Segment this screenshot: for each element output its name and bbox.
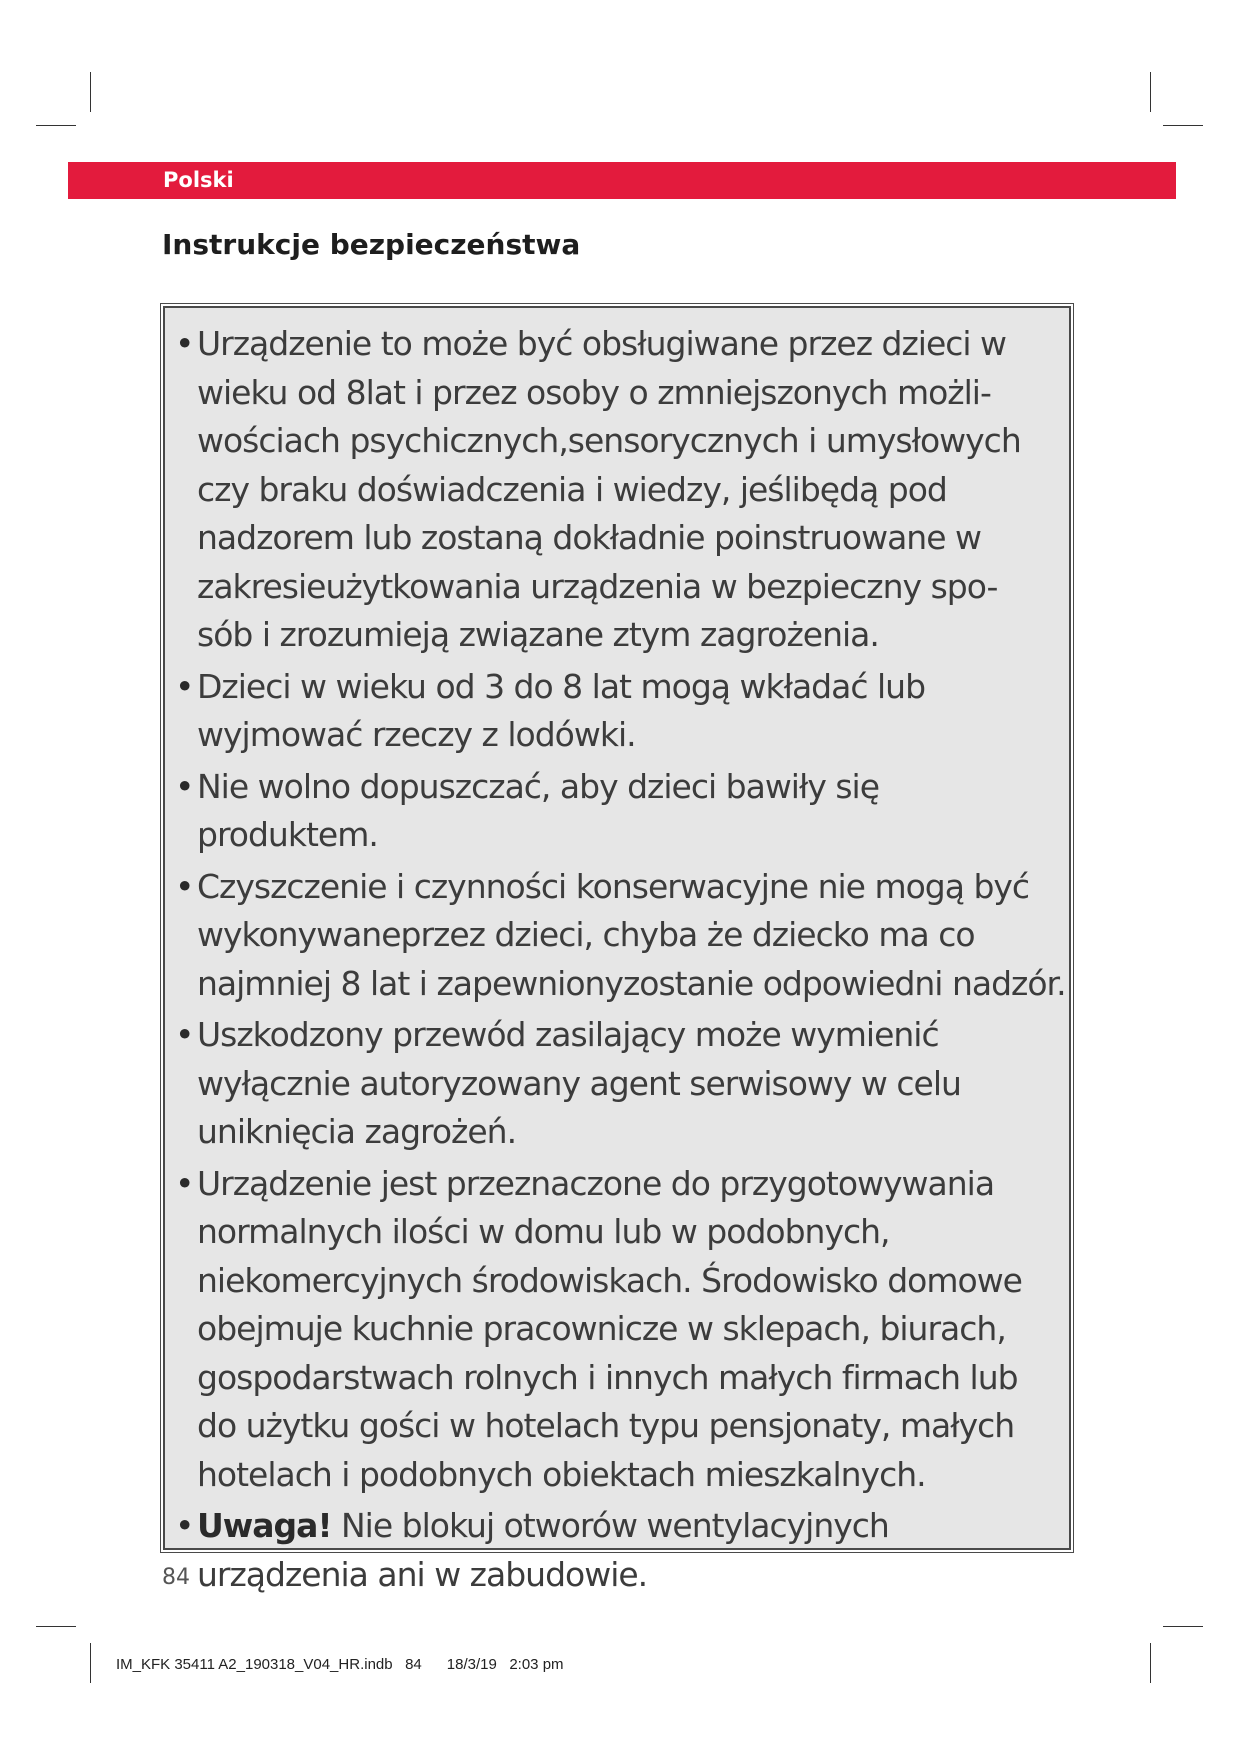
bullet-icon: • — [175, 1163, 194, 1203]
crop-mark-top-right-vertical — [1150, 72, 1151, 112]
bullet-icon: • — [175, 866, 194, 906]
safety-item-text — [197, 1502, 1069, 1599]
crop-mark-bottom-left-vertical — [90, 1643, 91, 1683]
warning-text: Nie blokuj otworów wentylacyjnych urządzenia ani w zabudowie. — [197, 1506, 889, 1594]
crop-mark-bottom-left-horizontal — [36, 1626, 76, 1627]
safety-item — [175, 1160, 1069, 1500]
crop-mark-bottom-right-horizontal — [1163, 1626, 1203, 1627]
bullet-icon: • — [175, 1506, 194, 1545]
section-title: Instrukcje bezpieczeństwa — [162, 228, 581, 261]
crop-mark-top-right-horizontal — [1163, 125, 1203, 126]
crop-mark-top-left-vertical — [90, 72, 91, 112]
print-slug: IM_KFK 35411 A2_190318_V04_HR.indb 84 18/3/19 2:03 pm — [116, 1656, 564, 1673]
language-band — [68, 162, 1176, 199]
bullet-icon: • — [175, 666, 194, 706]
bullet-icon: • — [175, 766, 194, 806]
safety-item — [175, 1011, 1069, 1157]
safety-item-text: Dzieci w wieku od 3 do 8 lat mogą wkładać lub wyjmować rzeczy z lodówki. — [197, 666, 926, 754]
crop-mark-top-left-horizontal — [36, 125, 76, 126]
safety-item — [175, 320, 1069, 660]
safety-list — [165, 308, 1069, 1599]
page-number: 84 — [162, 1565, 190, 1590]
crop-mark-bottom-right-vertical — [1150, 1643, 1151, 1683]
bullet-icon: • — [175, 324, 194, 363]
safety-item-text: Uszkodzony przewód zasilający może wymienić wyłącznie autoryzowany agent serwisowy w celu uniknięcia zagrożeń. — [197, 1015, 961, 1151]
safety-item — [175, 663, 1069, 760]
language-label: Polski — [163, 168, 234, 192]
warning-label: Uwaga! — [197, 1506, 332, 1545]
safety-item-text: Urządzenie jest przeznaczone do przygotowywania normalnych ilości w domu lub w podobnych, niekomercyjnych środowiskach. Środowisko domowe obejmuje kuchnie pracownicze w sklepach, biurach, gospodarstwach rolnych i innych małych firmach lub do użytku gości w hotelach typu pensjonaty, małych hotelach i podobnych obiektach mieszkalnych. — [197, 1163, 1022, 1494]
safety-item-text: Urządzenie to może być obsługiwane przez dzieci w wieku od 8lat i przez osoby o zmniejszonych możli- wościach psychicznych,sensorycznych i umysłowych czy braku doświadczenia i wiedzy, jeślibędą pod nadzorem lub zostaną dokładnie poinstruowane w zakresieużytkowania urządzenia w bezpieczny spo- sób i zrozumieją związane ztym zagrożenia. — [197, 324, 1021, 654]
safety-item — [175, 763, 1069, 860]
safety-item-warning — [175, 1502, 1069, 1599]
safety-item-text: Czyszczenie i czynności konserwacyjne nie mogą być wykonywaneprzez dzieci, chyba że dziecko ma co najmniej 8 lat i zapewnionyzostanie odpowiedni nadzór. — [197, 866, 1066, 1003]
safety-item — [175, 863, 1069, 1009]
bullet-icon: • — [175, 1015, 194, 1054]
safety-item-text: Nie wolno dopuszczać, aby dzieci bawiły się produktem. — [197, 766, 880, 854]
